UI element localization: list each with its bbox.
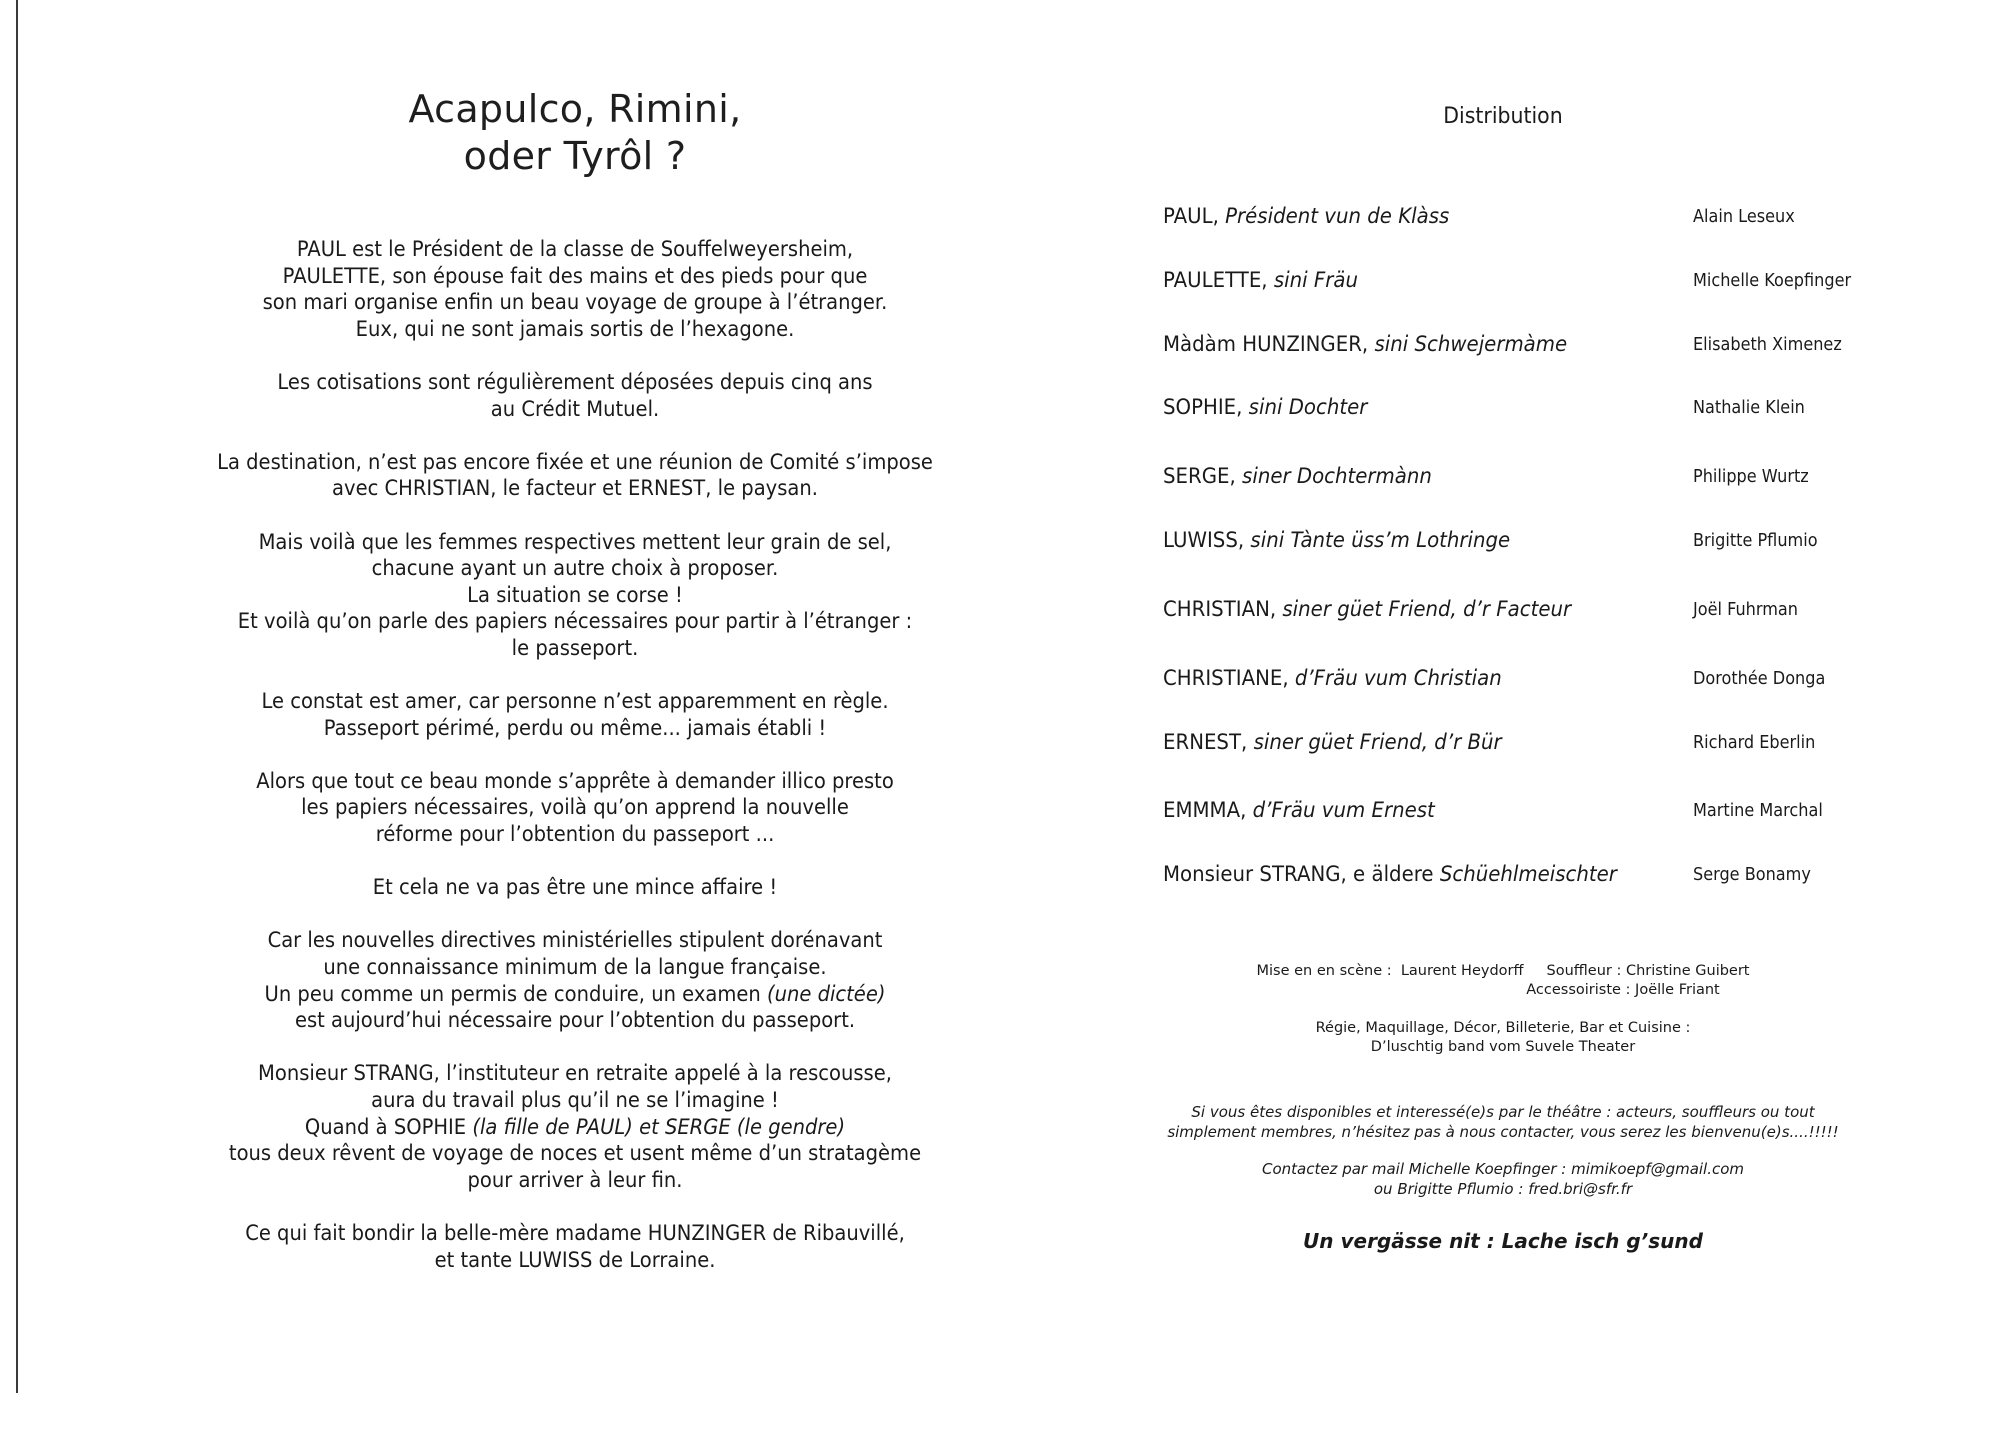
cast-row bbox=[1163, 666, 1963, 696]
synopsis-italic-aside: (une dictée) bbox=[766, 981, 886, 1006]
actor-name: Michelle Koepfinger bbox=[1693, 271, 1852, 291]
slogan: Un vergässe nit : Lache isch g’sund bbox=[1303, 1229, 1703, 1253]
role-name: ERNEST, bbox=[1163, 730, 1254, 754]
role-description: Président vun de Klàss bbox=[1225, 204, 1450, 228]
actor-name: Brigitte Pflumio bbox=[1693, 531, 1818, 551]
cast-role bbox=[1163, 332, 1567, 356]
cast-role bbox=[1163, 597, 1571, 621]
synopsis-line: Et cela ne va pas être une mince affaire ! bbox=[372, 875, 778, 900]
crew-credit-label: Régie, Maquillage, Décor, Billeterie, Bar et Cuisine : bbox=[1315, 1020, 1691, 1036]
synopsis-paragraph bbox=[170, 768, 979, 848]
role-description: sini Tànte üss’m Lothringe bbox=[1250, 528, 1511, 552]
distribution-heading: Distribution bbox=[1443, 104, 1563, 129]
synopsis-line: Mais voilà que les femmes respectives mettent leur grain de sel, bbox=[258, 529, 892, 554]
synopsis-line: chacune ayant un autre choix à proposer. bbox=[371, 556, 779, 581]
actor-name: Joël Fuhrman bbox=[1693, 600, 1798, 620]
cast-row bbox=[1163, 268, 1963, 298]
synopsis-line: Le constat est amer, car personne n’est apparemment en règle. bbox=[261, 689, 889, 714]
role-description: d’Fräu vum Christian bbox=[1294, 666, 1502, 690]
play-title-line-2: oder Tyrôl ? bbox=[463, 134, 687, 178]
synopsis-line: une connaissance minimum de la langue française. bbox=[323, 955, 827, 980]
synopsis-paragraph bbox=[170, 688, 979, 741]
invitation-line: simplement membres, n’hésitez pas à nous contacter, vous serez les bienvenu(e)s....!!!!! bbox=[1167, 1122, 1839, 1141]
role-name: SERGE, bbox=[1163, 464, 1243, 488]
crew-credits bbox=[1100, 1019, 1906, 1057]
synopsis-line: Passeport périmé, perdu ou même... jamais établi ! bbox=[323, 715, 827, 740]
role-description: siner Dochtermànn bbox=[1242, 464, 1432, 488]
actor-name: Philippe Wurtz bbox=[1693, 467, 1809, 487]
staging-credits bbox=[1100, 962, 1906, 1000]
actor-name: Serge Bonamy bbox=[1693, 865, 1811, 885]
synopsis-paragraph bbox=[170, 1220, 979, 1273]
synopsis-paragraph bbox=[170, 1060, 979, 1193]
synopsis-line: Ce qui fait bondir la belle-mère madame HUNZINGER de Ribauvillé, bbox=[245, 1220, 905, 1245]
left-page-synopsis bbox=[140, 0, 1010, 1454]
page-binding-line bbox=[16, 0, 18, 1393]
synopsis-line: pour arriver à leur fin. bbox=[467, 1167, 683, 1192]
right-page-distribution bbox=[1100, 0, 2000, 1454]
role-description: siner güet Friend, d’r Facteur bbox=[1282, 597, 1572, 621]
synopsis-paragraph bbox=[170, 927, 979, 1033]
synopsis-line-text: Un peu comme un permis de conduire, un examen bbox=[264, 981, 767, 1006]
synopsis-line: aura du travail plus qu’il ne se l’imagine ! bbox=[371, 1088, 779, 1112]
synopsis-line: Monsieur STRANG, l’instituteur en retraite appelé à la rescousse, bbox=[258, 1061, 892, 1086]
play-title-line-1: Acapulco, Rimini, bbox=[408, 87, 742, 131]
cast-role bbox=[1163, 204, 1449, 228]
cast-row bbox=[1163, 464, 1963, 494]
synopsis-line: Et voilà qu’on parle des papiers nécessaires pour partir à l’étranger : bbox=[237, 609, 913, 634]
cast-row bbox=[1163, 862, 1963, 892]
cast-row bbox=[1163, 204, 1963, 234]
cast-role bbox=[1163, 528, 1510, 552]
synopsis-line: Alors que tout ce beau monde s’apprête à demander illico presto bbox=[256, 768, 894, 793]
synopsis-line: avec CHRISTIAN, le facteur et ERNEST, le paysan. bbox=[332, 476, 818, 501]
synopsis-line: PAUL est le Président de la classe de Souffelweyersheim, bbox=[296, 237, 854, 261]
recruitment-invitation bbox=[1100, 1103, 1906, 1142]
synopsis-line-text: Quand à SOPHIE bbox=[304, 1114, 473, 1139]
synopsis-line: son mari organise enfin un beau voyage de groupe à l’étranger. bbox=[262, 290, 888, 315]
cast-role bbox=[1163, 268, 1358, 292]
actor-name: Dorothée Donga bbox=[1693, 669, 1826, 689]
cast-role bbox=[1163, 730, 1502, 754]
actor-name: Richard Eberlin bbox=[1693, 733, 1816, 753]
synopsis-paragraph bbox=[170, 529, 979, 662]
actor-name: Nathalie Klein bbox=[1693, 398, 1805, 418]
synopsis-line: le passeport. bbox=[511, 635, 639, 660]
cast-role bbox=[1163, 862, 1617, 886]
contact-line: Contactez par mail Michelle Koepfinger : mimikoepf@gmail.com bbox=[1261, 1160, 1745, 1178]
role-name: SOPHIE, bbox=[1163, 395, 1249, 419]
role-name: CHRISTIANE, bbox=[1163, 666, 1295, 690]
cast-row bbox=[1163, 528, 1963, 558]
synopsis-line: tous deux rêvent de voyage de noces et usent même d’un stratagème bbox=[228, 1141, 922, 1166]
role-name: Monsieur STRANG, e äldere bbox=[1163, 862, 1440, 886]
synopsis-paragraph bbox=[170, 874, 979, 901]
actor-name: Martine Marchal bbox=[1693, 801, 1823, 821]
contact-line: ou Brigitte Pflumio : fred.bri@sfr.fr bbox=[1373, 1179, 1633, 1198]
role-description: Schüehlmeischter bbox=[1439, 862, 1617, 886]
role-description: sini Fräu bbox=[1273, 268, 1358, 292]
crew-credit-value: D’luschtig band vom Suvele Theater bbox=[1370, 1039, 1636, 1055]
cast-row bbox=[1163, 798, 1963, 828]
synopsis-line: réforme pour l’obtention du passeport ... bbox=[375, 822, 775, 847]
synopsis-line: Car les nouvelles directives ministérielles stipulent dorénavant bbox=[267, 928, 883, 953]
synopsis-line bbox=[170, 981, 979, 1008]
synopsis-line: Les cotisations sont régulièrement déposées depuis cinq ans bbox=[277, 369, 873, 394]
invitation-line: Si vous êtes disponibles et interessé(e)s par le théâtre : acteurs, souffleurs ou tout bbox=[1191, 1103, 1815, 1121]
role-name: PAULETTE, bbox=[1163, 268, 1274, 292]
synopsis-line: au Crédit Mutuel. bbox=[490, 396, 660, 421]
synopsis-line: est aujourd’hui nécessaire pour l’obtention du passeport. bbox=[294, 1008, 856, 1033]
cast-role bbox=[1163, 395, 1367, 419]
role-name: CHRISTIAN, bbox=[1163, 597, 1283, 621]
synopsis-paragraph bbox=[170, 449, 979, 502]
role-name: Màdàm HUNZINGER, bbox=[1163, 332, 1375, 356]
cast-row bbox=[1163, 597, 1963, 627]
synopsis-paragraph bbox=[170, 369, 979, 422]
cast-row bbox=[1163, 332, 1963, 362]
role-description: d’Fräu vum Ernest bbox=[1252, 798, 1435, 822]
synopsis-line: Eux, qui ne sont jamais sortis de l’hexagone. bbox=[355, 316, 795, 341]
synopsis-text bbox=[170, 236, 979, 1300]
role-name: LUWISS, bbox=[1163, 528, 1251, 552]
cast-role bbox=[1163, 666, 1502, 690]
synopsis-line: La situation se corse ! bbox=[467, 582, 683, 607]
staging-credit-line: Mise en en scène : Laurent Heydorff Souffleur : Christine Guibert bbox=[1256, 963, 1750, 979]
actor-name: Alain Leseux bbox=[1693, 207, 1795, 227]
actor-name: Elisabeth Ximenez bbox=[1693, 335, 1842, 355]
role-description: sini Dochter bbox=[1248, 395, 1368, 419]
role-name: PAUL, bbox=[1163, 204, 1226, 228]
cast-row bbox=[1163, 395, 1963, 425]
synopsis-italic-aside: (la fille de PAUL) et SERGE (le gendre) bbox=[472, 1114, 846, 1139]
synopsis-line bbox=[170, 1114, 979, 1141]
contact-info bbox=[1100, 1160, 1906, 1199]
synopsis-line: les papiers nécessaires, voilà qu’on apprend la nouvelle bbox=[301, 795, 849, 820]
synopsis-paragraph bbox=[170, 236, 979, 342]
cast-row bbox=[1163, 730, 1963, 760]
role-name: EMMMA, bbox=[1163, 798, 1253, 822]
cast-role bbox=[1163, 798, 1435, 822]
synopsis-line: et tante LUWISS de Lorraine. bbox=[434, 1247, 716, 1272]
synopsis-line: La destination, n’est pas encore fixée et une réunion de Comité s’impose bbox=[217, 449, 933, 474]
synopsis-line: PAULETTE, son épouse fait des mains et des pieds pour que bbox=[282, 263, 868, 288]
props-credit-line: Accessoiriste : Joëlle Friant bbox=[1526, 982, 1720, 998]
role-description: siner güet Friend, d’r Bür bbox=[1253, 730, 1502, 754]
role-description: sini Schwejermàme bbox=[1374, 332, 1568, 356]
cast-role bbox=[1163, 464, 1432, 488]
play-title bbox=[140, 86, 1010, 180]
